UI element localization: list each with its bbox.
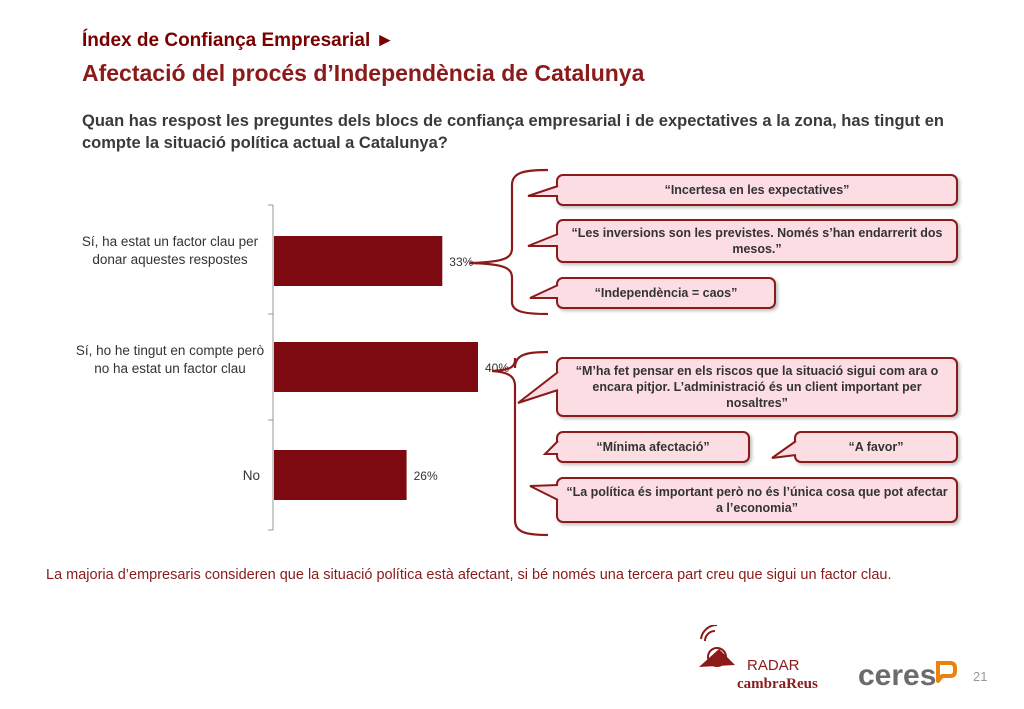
category-label-2: Sí, ho he tingut en compte però no ha estat un factor clau: [75, 343, 265, 376]
comment-bubble: “M’ha fet pensar en els riscos que la situació sigui com ara o encara pitjor. L’administració és un client important per nosaltres”: [556, 357, 958, 417]
radar-logo-text: RADAR: [747, 657, 800, 674]
bar-value-label-2: 40%: [485, 361, 510, 375]
section-kicker: Índex de Confiança Empresarial ►: [82, 30, 395, 51]
ceres-logo: [858, 655, 958, 691]
comment-bubble: “La política és important però no és l’única cosa que pot afectar a l’economia”: [556, 477, 958, 523]
comment-bubble: “A favor”: [794, 431, 958, 463]
page-number: 21: [973, 669, 988, 684]
comment-bubble: “Les inversions son les previstes. Només s’han endarrerit dos mesos.”: [556, 219, 958, 263]
comment-bubble: “Mínima afectació”: [556, 431, 750, 463]
category-label-1: Sí, ha estat un factor clau per donar aquestes respostes: [81, 234, 259, 267]
radar-cambrareus-logo: [695, 625, 845, 695]
cambrareus-logo-text: cambraReus: [737, 676, 818, 692]
ceres-logo-text: ceres: [858, 659, 937, 691]
bar-value-label-1: 33%: [449, 255, 474, 269]
survey-question: Quan has respost les preguntes dels blocs de confiança empresarial i de expectatives a la zona, has tingut en compte la situació política actual a Catalunya?: [82, 112, 944, 152]
bar-value-label-3: 26%: [413, 469, 438, 483]
page-title: Afectació del procés d’Independència de Catalunya: [82, 60, 645, 86]
comment-bubble: “Incertesa en les expectatives”: [556, 174, 958, 206]
category-label-3: No: [242, 468, 260, 483]
comment-bubble: “Independència = caos”: [556, 277, 776, 309]
footnote: La majoria d’empresaris consideren que la situació política està afectant, si bé només una tercera part creu que sigui un factor clau.: [46, 567, 892, 583]
